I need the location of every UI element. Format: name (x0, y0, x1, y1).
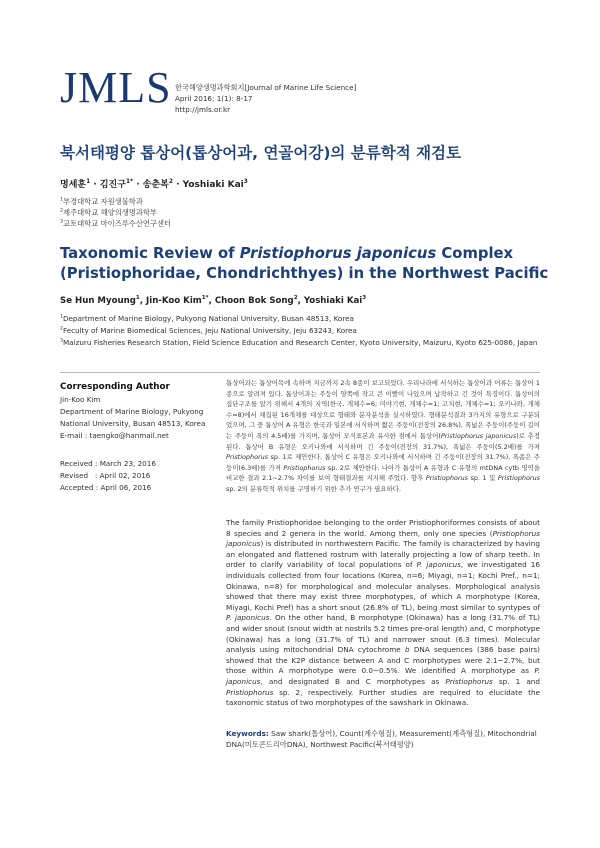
date-revised: Revised : April 02, 2016 (60, 471, 151, 480)
text-run: , and designated B and C morphotypes as (260, 676, 446, 686)
journal-name: 한국해양생명과학회지[Journal of Marine Life Science] (175, 83, 357, 92)
author-affil-mark: 1 (135, 295, 140, 302)
abstract-korean (226, 378, 540, 495)
title-korean: 북서태평양 톱상어(톱상어과, 연골어강)의 분류학적 재검토 (60, 144, 461, 162)
italic-term: Pristiophorus (497, 474, 540, 483)
affiliations-english (60, 313, 550, 349)
author-affil-mark: 1* (125, 179, 134, 185)
text-run: sp. 2, respectively. Further studies are required to elucidate the taxonomic status of two morphotypes of the sawshark in Okinawa. (226, 687, 540, 708)
abstract-english (226, 518, 540, 709)
author-separator: · (172, 180, 183, 190)
date-accepted: Accepted : April 06, 2016 (60, 483, 152, 492)
journal-issue: April 2016; 1(1): 8-17 (175, 94, 253, 103)
italic-term: Pristiophorus (226, 453, 269, 462)
author-name: Yoshiaki Kai (303, 296, 363, 306)
italic-term: Pristiophorus (425, 474, 468, 483)
affiliation-mark: 2 (60, 208, 64, 214)
author-affil-mark: 3 (243, 179, 248, 185)
text-run: sp. 2의 분류학적 위치를 구명하기 위한 추가 연구가 필요하다. (226, 484, 402, 493)
italic-term: Pristiophorus (445, 676, 493, 686)
article-dates (60, 458, 156, 494)
italic-term: b (404, 645, 410, 655)
italic-term: Pristiophorus japonicus (226, 528, 540, 549)
italic-term: Pristiophorus japonicus (440, 431, 517, 440)
affiliation-mark: 1 (60, 314, 63, 320)
author-name: Jin-Koo Kim (146, 296, 202, 306)
author-separator: · (90, 180, 100, 190)
affiliation-text: 교토대학교 마이즈루수산연구센터 (63, 219, 172, 228)
affiliation-text: Maizuru Fisheries Research Station, Field Science Education and Research Center, Kyoto University, Maizuru, Kyoto 625-0086, Japan (62, 338, 538, 347)
author-name: Se Hun Myoung (60, 296, 136, 306)
affiliation-line (60, 337, 550, 349)
affiliation-mark: 2 (60, 326, 63, 332)
italic-term: P. japonicus (416, 560, 461, 570)
text-run: . On the other hand, B morphotype (Okinawa) has a long (31.7% of TL) and wider snout (snout width at nostrils 5.2 times pre-oral length) and, C morphotype (Okinawa) has a long (31.7% of TL) and narrower snout (6.3 times). Molecular analysis using mitochondrial DNA cytochrome (226, 613, 540, 655)
text-run: The family Pristiophoridae belonging to the order Pristiophoriformes consists of about 8 species and 2 genera in the world. Among them, only one species ( (226, 518, 540, 538)
affiliation-mark: 3 (60, 219, 64, 225)
affiliation-mark: 1 (60, 197, 64, 203)
date-received: Received : March 23, 2016 (60, 459, 156, 468)
author-separator: · (133, 180, 143, 190)
authors-english (60, 296, 366, 306)
title-english-species: Pristiophorus japonicus (239, 245, 437, 262)
keywords-text: Saw shark(톱상어), Count(계수형질), Measurement(계측형질), Mitochondrial DNA(미토콘드리아DNA), Northwest Pacific(북서태평양) (226, 729, 537, 749)
text-run: DNA sequences (386 base pairs) showed that the K2P distance between A and C morphotypes were 2.1~2.7%, but those within A morphotype were 0.0~0.5%. We identified A morphotype as (226, 645, 540, 676)
author-affil-mark: 3 (362, 295, 367, 302)
italic-term: P. japonicus (226, 666, 540, 686)
corresponding-email[interactable]: E-mail : taengko@hanmail.net (60, 431, 169, 440)
journal-logo: JMLS (60, 63, 172, 112)
author-affil-mark: 1 (86, 179, 91, 185)
text-run: sp. 1로 제안한다. 톱상어 C 유형은 오키나와에 서식하며 긴 주둥이(전장의 31.7%), 폭좁은 주둥이(6.3배)를 가져 (226, 453, 540, 472)
author-separator: , (139, 296, 147, 306)
author-separator: , (297, 296, 304, 306)
italic-term: Pristiophorus (283, 463, 326, 472)
corresponding-dept: Department of Marine Biology, Pukyong National University, Busan 48513, Korea (60, 407, 206, 428)
text-run: sp. 1 및 (467, 474, 498, 483)
author-name: 송춘복 (142, 180, 169, 190)
keywords-label: Keywords: (226, 729, 269, 738)
author-affil-mark: 1* (201, 295, 209, 302)
text-run: sp. 2로 제안한다. 나아가 톱상어 A 유형과 C 유형의 mtDNA cytb 영역을 비교한 결과 2.1~2.7% 차이를 보여 형태결과를 지지해 주었다. 향후 (226, 463, 540, 483)
affiliation-text: Feculty of Marine Biomedical Sciences, Jeju National University, Jeju 63243, Korea (62, 326, 357, 335)
keywords (226, 729, 540, 750)
section-divider (60, 372, 540, 373)
author-affil-mark: 2 (168, 179, 173, 185)
title-english (60, 244, 550, 284)
author-name: 김진구 (99, 180, 126, 190)
italic-term: Pristiophorus (226, 687, 274, 697)
authors-korean (60, 177, 248, 190)
affiliation-line (60, 218, 171, 229)
text-run: , we investigated 16 individuals collected from four locations (Korea, n=6; Miyagi, n=1; Kochi Pref., n=1; Okinawa, n=8) for morphological and molecular analyses. Morphological analysis showed that there may exist three morphotypes, of which A morphotype (Korea, Miyagi, Kochi Pref) has a short snout (26.8% of TL), being most similar to syntypes of (226, 560, 540, 612)
author-name: 명세훈 (60, 180, 87, 190)
author-separator: , (208, 296, 215, 306)
affiliation-text: 부경대학교 자원생물학과 (63, 197, 143, 206)
author-name: Yoshiaki Kai (182, 180, 244, 190)
text-run: 톱상어과는 톱상어목에 속하며 지금까지 2속 8종이 보고되었다. 우리나라에 서식하는 톱상어과 어류는 톱상어 1종으로 알려져 있다. 톱상어과는 주둥이 양쪽에 작고 큰 이빨이 나있으며 납작하고 긴 것이 특징이다. 톱상어의 집단구조를 알기 위해서 4개의 지역(한국, 개체수=6; 미야기현, 개체수=1; 고치현, 개체수=1; 오키나와, 개체수=8)에서 채집된 16개체를 대상으로 형태와 분자분석을 실시하였다. 형태분석결과 3가지의 유형으로 구분되었으며, 그 중 톱상어 A 유형은 한국과 일본에 서식하며 짧은 주둥이(전장의 26.8%), 폭넓은 주둥이(주둥이 길이는 주둥이 폭의 4.5배)를 가지며, 톱상어 모식표본과 유사한 점에서 톱상어( (226, 379, 540, 440)
affiliations-korean (60, 196, 171, 229)
italic-term: P. japonicus (226, 613, 270, 623)
affiliation-line (60, 325, 550, 337)
corresponding-name: Jin-Koo Kim (60, 395, 101, 404)
journal-url[interactable]: http://jmls.or.kr (175, 105, 231, 114)
affiliation-text: Department of Marine Biology, Pukyong National University, Busan 48513, Korea (62, 314, 354, 323)
text-run: sp. 1 and (492, 676, 540, 686)
corresponding-heading: Corresponding Author (60, 382, 170, 392)
author-affil-mark: 2 (293, 295, 298, 302)
text-run: )로 추정된다. 톱상어 B 유형은 오키나와에 서식하며 긴 주둥이(전장의 31.7%), 폭넓은 주둥이(5.2배)를 가져 (226, 431, 540, 451)
affiliation-line (60, 313, 550, 325)
affiliation-text: 제주대학교 해양의생명과학부 (63, 208, 157, 217)
affiliation-mark: 3 (60, 338, 63, 344)
author-name: Choon Bok Song (214, 296, 294, 306)
title-english-after: Complex (Pristiophoridae, Chondrichthyes) in the Northwest Pacific (60, 245, 549, 282)
title-english-before: Taxonomic Review of (60, 245, 240, 262)
journal-info (175, 82, 356, 115)
text-run: ) is distributed in northwestern Pacific. The family is characterized by having an elongated and flattened rostrum with laterally projecting a low of sharp teeth. In order to clarify variability of local populations of (226, 539, 540, 570)
corresponding-author (60, 381, 210, 442)
affiliation-line (60, 207, 171, 218)
affiliation-line (60, 196, 171, 207)
